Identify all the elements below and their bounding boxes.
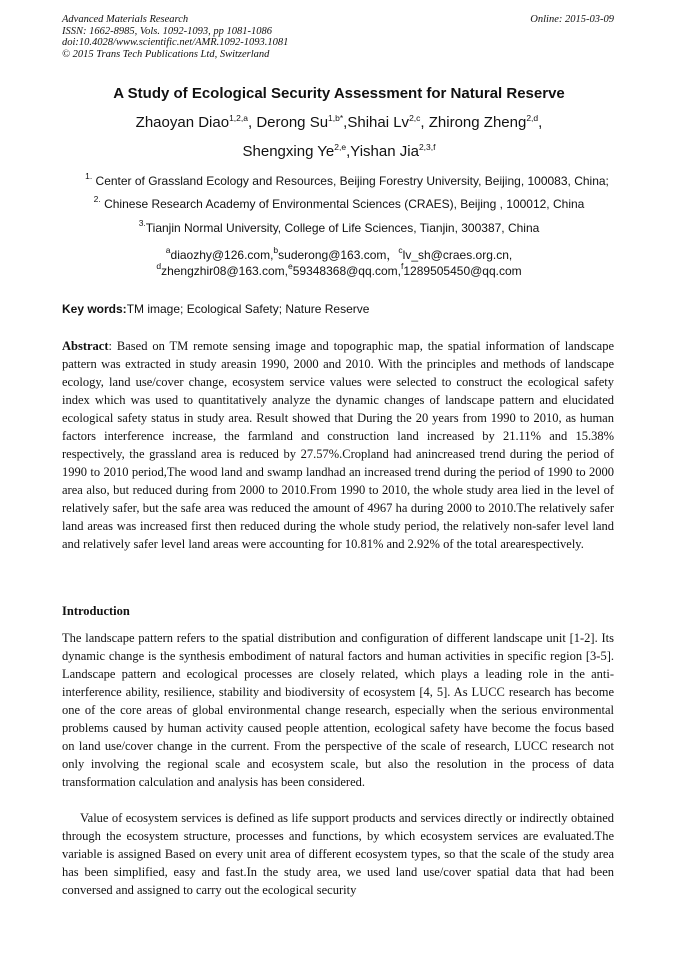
author-name: Yishan Jia: [350, 143, 419, 160]
affiliation-2: [0, 194, 678, 211]
author-superscript: 2,e: [334, 142, 347, 152]
keywords-text: TM image; Ecological Safety; Nature Reserve: [126, 302, 370, 316]
email-address: lv_sh@craes.org.cn,: [402, 248, 513, 262]
doi-line: doi:10.4028/www.scientific.net/AMR.1092-1093.1081: [62, 37, 289, 49]
issn-line: ISSN: 1662-8985, Vols. 1092-1093, pp 1081-1086: [62, 25, 272, 37]
author-superscript: 2,c: [409, 113, 421, 123]
email-address: 59348368@qq.com,: [292, 264, 401, 278]
journal-header: [62, 14, 614, 60]
email-mark: a: [165, 245, 171, 255]
author-line-2: [0, 143, 678, 160]
email-mark: e: [288, 261, 293, 271]
author-separator: ,: [247, 114, 257, 131]
abstract-label: Abstract: [62, 339, 109, 353]
author-line-1: [0, 114, 678, 131]
author-name: Zhaoyan Diao: [135, 114, 230, 131]
author-name: Shengxing Ye: [242, 143, 335, 160]
email-address: 1289505450@qq.com: [403, 264, 522, 278]
author-superscript: 1,b*: [328, 113, 344, 123]
author-superscript: 2,3,f: [418, 142, 436, 152]
email-address: zhengzhir08@163.com,: [161, 264, 288, 278]
email-mark: b: [273, 245, 279, 255]
affiliation-mark: 2.: [93, 194, 101, 204]
affiliation-1: [8, 171, 678, 188]
email-address: diaozhy@126.com,: [170, 248, 274, 262]
email-line-2: [0, 261, 678, 278]
email-mark: f: [401, 261, 404, 271]
author-separator: ,: [343, 114, 348, 131]
keywords: [62, 302, 369, 316]
affiliation-text: Tianjin Normal University, College of Life Sciences, Tianjin, 300387, China: [145, 221, 540, 235]
online-date: Online: 2015-03-09: [530, 14, 614, 25]
paper-title: A Study of Ecological Security Assessment for Natural Reserve: [113, 85, 565, 102]
author-name: Derong Su: [256, 114, 329, 131]
affiliation-mark: 3.: [138, 218, 146, 228]
affiliation-text: Chinese Research Academy of Environmental Sciences (CRAES), Beijing , 100012, China: [100, 197, 585, 211]
journal-name: Advanced Materials Research: [62, 14, 189, 25]
abstract: [62, 337, 614, 553]
author-superscript: 2,d: [526, 113, 539, 123]
affiliation-3: [0, 218, 678, 235]
author-name: Zhirong Zheng: [428, 114, 527, 131]
section-heading-introduction: Introduction: [62, 604, 130, 618]
author-separator: ,: [538, 114, 543, 131]
abstract-text: : Based on TM remote sensing image and topographic map, the spatial information of landscape pattern was extracted in study areasin 1990, 2000 and 2010. With the principles and methods of landscape ecology, land use/cover change, ecosystem service values were selected to construct the ecological safety index which was used to quantitatively analyze the dynamic changes of landscape pattern and elucidated ecological safety status in study area. Result showed that During the 20 years from 1990 to 2010, as human factors interference increase, the farmland and construction land increased by 21.11% and 15.38% respectively, the grassland area is reduced by 27.57%.Cropland had anincreased trend during the period of 1990 to 2010 period,The wood land and swamp landhad an increased trend during the period of 1990 to 2000 area also, but reduced during from 2000 to 2010.From 1990 to 2010, the whole study area lied in the level of relatively safer, but the safe area was reduced the amount of 4967 ha during 2000 to 2010.The relatively safer land areas was increased first then reduced during the whole study period, the relatively non-safer level land and relatively safer level land areas were accounting for 10.81% and 2.92% of the total arearespectively.: [62, 339, 614, 551]
author-superscript: 1,2,a: [229, 113, 248, 123]
affiliation-mark: 1.: [85, 171, 93, 181]
email-mark: d: [156, 261, 162, 271]
introduction-paragraph-2: Value of ecosystem services is defined as life support products and services directly or indirectly obtained through the ecosystem structure, processes and functions, by which ecosystem services are evaluated.The variable is assigned Based on every unit area of different ecosystem types, so that the scale of the study area has been simplified, easy and fast.In the study area, we used land use/cover spatial data that had been conversed and assigned to carry out the ecological security: [62, 811, 614, 897]
affiliation-text: Center of Grassland Ecology and Resources, Beijing Forestry University, Beijing, 100083, China;: [92, 174, 609, 188]
copyright-line: © 2015 Trans Tech Publications Ltd, Switzerland: [62, 48, 270, 60]
introduction-paragraph-1: The landscape pattern refers to the spatial distribution and configuration of different landscape unit [1-2]. Its dynamic change is the synthesis embodiment of natural factors and human activities in specific region [3-5]. Landscape pattern and ecological processes are closely related, which plays a leading role in the anti-interference ability, resilience, stability and biodiversity of ecosystem [4, 5]. As LUCC research has become one of the core areas of global environmental change research, especially when the serious environmental problems caused by human activity caused people attention, ecological safety have become the focus based on land use/cover change in the current. From the perspective of the scale of research, LUCC research not only involving the regional scale and ecosystem scale, but also the resolution in the process of data transformation calculation and analysis has been considered.: [62, 631, 614, 789]
email-address: suderong@163.com，: [278, 248, 399, 262]
author-separator: ,: [420, 114, 429, 131]
email-line-1: [0, 246, 678, 263]
author-name: Shihai Lv: [347, 114, 410, 131]
email-mark: c: [398, 245, 403, 255]
author-separator: ,: [346, 143, 351, 160]
keywords-label: Key words:: [62, 302, 127, 316]
